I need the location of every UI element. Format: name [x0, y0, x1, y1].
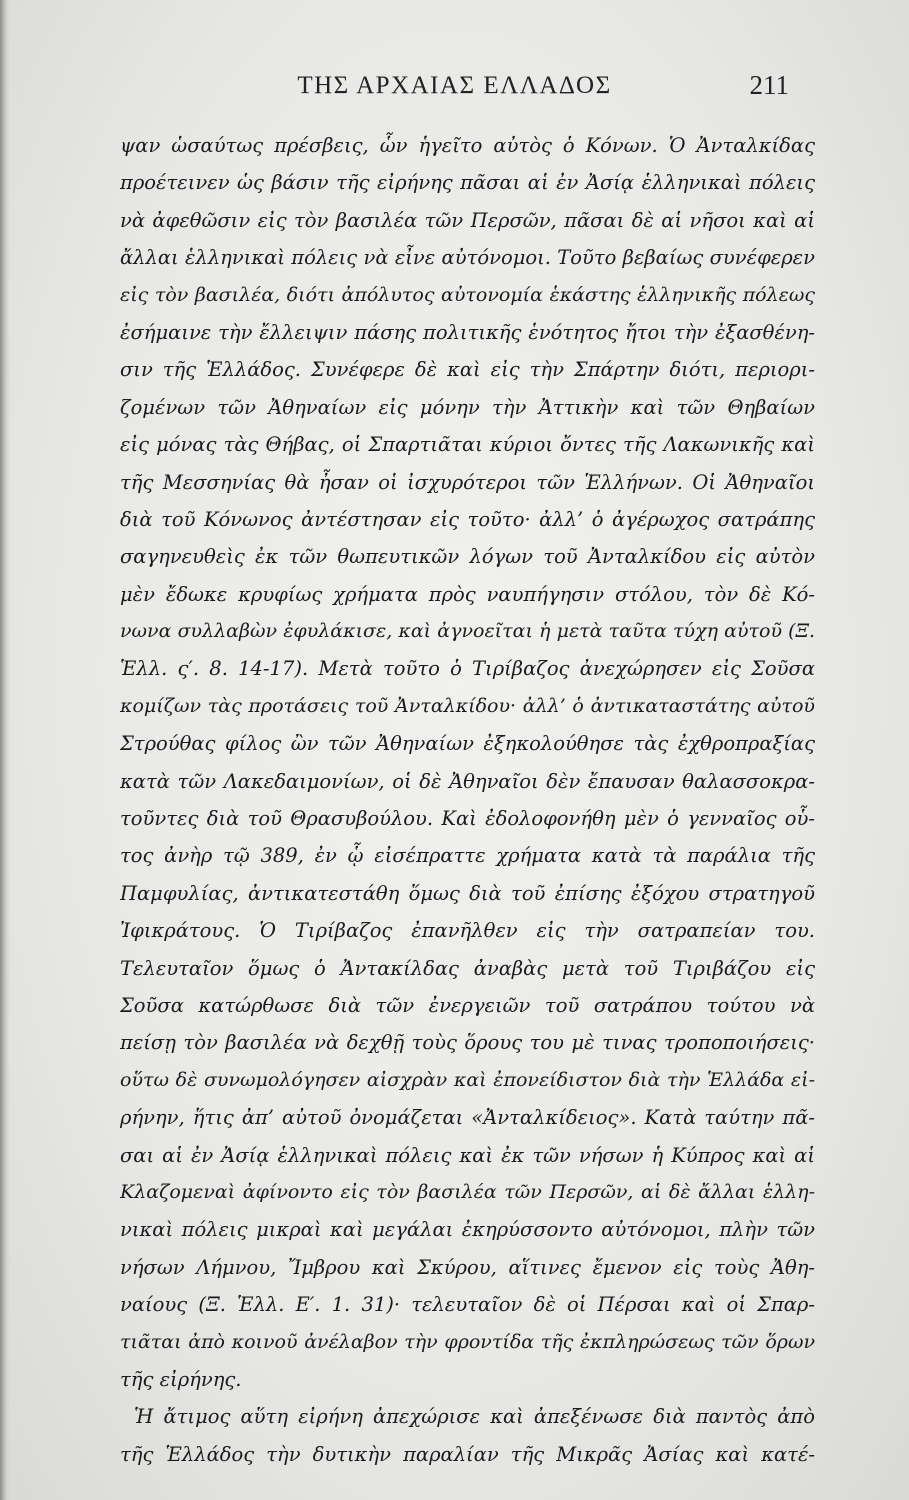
text-line-6: ἐσήμαινε τὴν ἔλλειψιν πάσης πολιτικῆς ἑνότητος ἤτοι τὴν ἐξασθένη-	[120, 320, 815, 344]
text-line-28: σαι αἱ ἐν Ἀσίᾳ ἑλληνικαὶ πόλεις καὶ ἐκ τῶν νήσων ἡ Κύπρος καὶ αἱ	[120, 1143, 815, 1167]
text-line-36: τῆς Ἑλλάδος τὴν δυτικὴν παραλίαν τῆς Μικρᾶς Ἀσίας καὶ κατέ-	[120, 1442, 815, 1466]
text-line-9: εἰς μόνας τὰς Θήβας, οἱ Σπαρτιᾶται κύριοι ὄντες τῆς Λακωνικῆς καὶ	[120, 433, 815, 457]
page-number: 211	[749, 70, 789, 100]
paragraph-end-line: τῆς εἰρήνης.	[120, 1367, 242, 1391]
text-line-31: νήσων Λήμνου, Ἴμβρου καὶ Σκύρου, αἵτινες ἔμενον εἰς τοὺς Ἀθη-	[120, 1255, 815, 1279]
text-line-5: εἰς τὸν βασιλέα, διότι ἀπόλυτος αὐτονομία ἑκάστης ἑλληνικῆς πόλεως	[120, 283, 815, 306]
text-line-33: τιᾶται ἀπὸ κοινοῦ ἀνέλαβον τὴν φροντίδα τῆς ἐκπληρώσεως τῶν ὅρων	[120, 1330, 815, 1353]
text-line-3: νὰ ἀφεθῶσιν εἰς τὸν βασιλέα τῶν Περσῶν, πᾶσαι δὲ αἱ νῆσοι καὶ αἱ	[120, 208, 815, 232]
text-line-8: ζομένων τῶν Ἀθηναίων εἰς μόνην τὴν Ἀττικὴν καὶ τῶν Θηβαίων	[120, 395, 815, 419]
text-line-26: οὕτω δὲ συνωμολόγησεν αἰσχρὰν καὶ ἐπονείδιστον διὰ τὴν Ἑλλάδα εἰ-	[120, 1068, 815, 1091]
page-header	[0, 60, 909, 110]
text-line-1: ψαν ὡσαύτως πρέσβεις, ὧν ἡγεῖτο αὐτὸς ὁ Κόνων. Ὁ Ἀνταλκίδας	[120, 134, 815, 157]
text-line-24: Σοῦσα κατώρθωσε διὰ τῶν ἐνεργειῶν τοῦ σατράπου τούτου νὰ	[120, 993, 815, 1017]
text-line-17: Στρούθας φίλος ὢν τῶν Ἀθηναίων ἐξηκολούθησε τὰς ἐχθροπραξίας	[120, 732, 815, 756]
paragraph-start-line: Ἡ ἄτιμος αὕτη εἰρήνη ἀπεχώρισε καὶ ἀπεξένωσε διὰ παντὸς ἀπὸ	[134, 1405, 815, 1429]
text-line-29: Κλαζομεναὶ ἀφίνοντο εἰς τὸν βασιλέα τῶν Περσῶν, αἱ δὲ ἄλλαι ἑλλη-	[120, 1180, 815, 1203]
text-line-25: πείσῃ τὸν βασιλέα νὰ δεχθῇ τοὺς ὅρους του μὲ τινας τροποποιήσεις·	[120, 1031, 815, 1055]
text-line-32: ναίους (Ξ. Ἑλλ. Ε′. 1. 31)· τελευταῖον δὲ οἱ Πέρσαι καὶ οἱ Σπαρ-	[120, 1293, 815, 1317]
text-line-13: μὲν ἔδωκε κρυφίως χρήματα πρὸς ναυπήγησιν στόλου, τὸν δὲ Κό-	[120, 582, 815, 606]
text-line-20: τος ἀνὴρ τῷ 389, ἐν ᾧ εἰσέπραττε χρήματα κατὰ τὰ παράλια τῆς	[120, 844, 815, 868]
text-line-21: Παμφυλίας, ἀντικατεστάθη ὅμως διὰ τοῦ ἐπίσης ἐξόχου στρατηγοῦ	[120, 881, 815, 905]
text-line-2: προέτεινεν ὡς βάσιν τῆς εἰρήνης πᾶσαι αἱ ἐν Ἀσίᾳ ἑλληνικαὶ πόλεις	[120, 171, 815, 195]
running-title: ΤΗΣ ΑΡΧΑΙΑΣ ΕΛΛΑΔΟΣ	[297, 72, 612, 99]
text-line-15: Ἑλλ. ς′. 8. 14-17). Μετὰ τοῦτο ὁ Τιρίβαζος ἀνεχώρησεν εἰς Σοῦσα	[120, 657, 815, 681]
text-line-18: κατὰ τῶν Λακεδαιμονίων, οἱ δὲ Ἀθηναῖοι δὲν ἔπαυσαν θαλασσοκρα-	[120, 769, 815, 793]
text-line-4: ἄλλαι ἑλληνικαὶ πόλεις νὰ εἶνε αὐτόνομοι. Τοῦτο βεβαίως συνέφερεν	[120, 246, 815, 270]
text-line-27: ρήνην, ἥτις ἀπ’ αὐτοῦ ὀνομάζεται «Ἀνταλκίδειος». Κατὰ ταύτην πᾶ-	[120, 1106, 815, 1130]
text-line-10: τῆς Μεσσηνίας θὰ ἦσαν οἱ ἰσχυρότεροι τῶν Ἑλλήνων. Οἱ Ἀθηναῖοι	[120, 470, 815, 494]
text-line-12: σαγηνευθεὶς ἐκ τῶν θωπευτικῶν λόγων τοῦ Ἀνταλκίδου εἰς αὐτὸν	[120, 545, 815, 569]
page-edge-shadow	[0, 0, 10, 1500]
text-line-14: νωνα συλλαβὼν ἐφυλάκισε, καὶ ἀγνοεῖται ἡ μετὰ ταῦτα τύχη αὐτοῦ (Ξ.	[120, 620, 815, 643]
text-line-22: Ἰφικράτους. Ὁ Τιρίβαζος ἐπανῆλθεν εἰς τὴν σατραπείαν του.	[120, 919, 815, 943]
text-line-16: κομίζων τὰς προτάσεις τοῦ Ἀνταλκίδου· ἀλλ’ ὁ ἀντικαταστάτης αὐτοῦ	[120, 694, 815, 717]
text-line-7: σιν τῆς Ἑλλάδος. Συνέφερε δὲ καὶ εἰς τὴν Σπάρτην διότι, περιορι-	[120, 358, 815, 382]
body-text	[120, 127, 815, 1473]
text-line-23: Τελευταῖον ὅμως ὁ Ἀντακίλδας ἀναβὰς μετὰ τοῦ Τιριβάζου εἰς	[120, 956, 815, 980]
text-line-30: νικαὶ πόλεις μικραὶ καὶ μεγάλαι ἐκηρύσσοντο αὐτόνομοι, πλὴν τῶν	[120, 1218, 815, 1242]
text-line-19: τοῦντες διὰ τοῦ Θρασυβούλου. Καὶ ἐδολοφονήθη μὲν ὁ γενναῖος οὗ-	[120, 807, 815, 831]
text-line-11: διὰ τοῦ Κόνωνος ἀντέστησαν εἰς τοῦτο· ἀλλ’ ὁ ἀγέρωχος σατράπης	[120, 507, 815, 531]
